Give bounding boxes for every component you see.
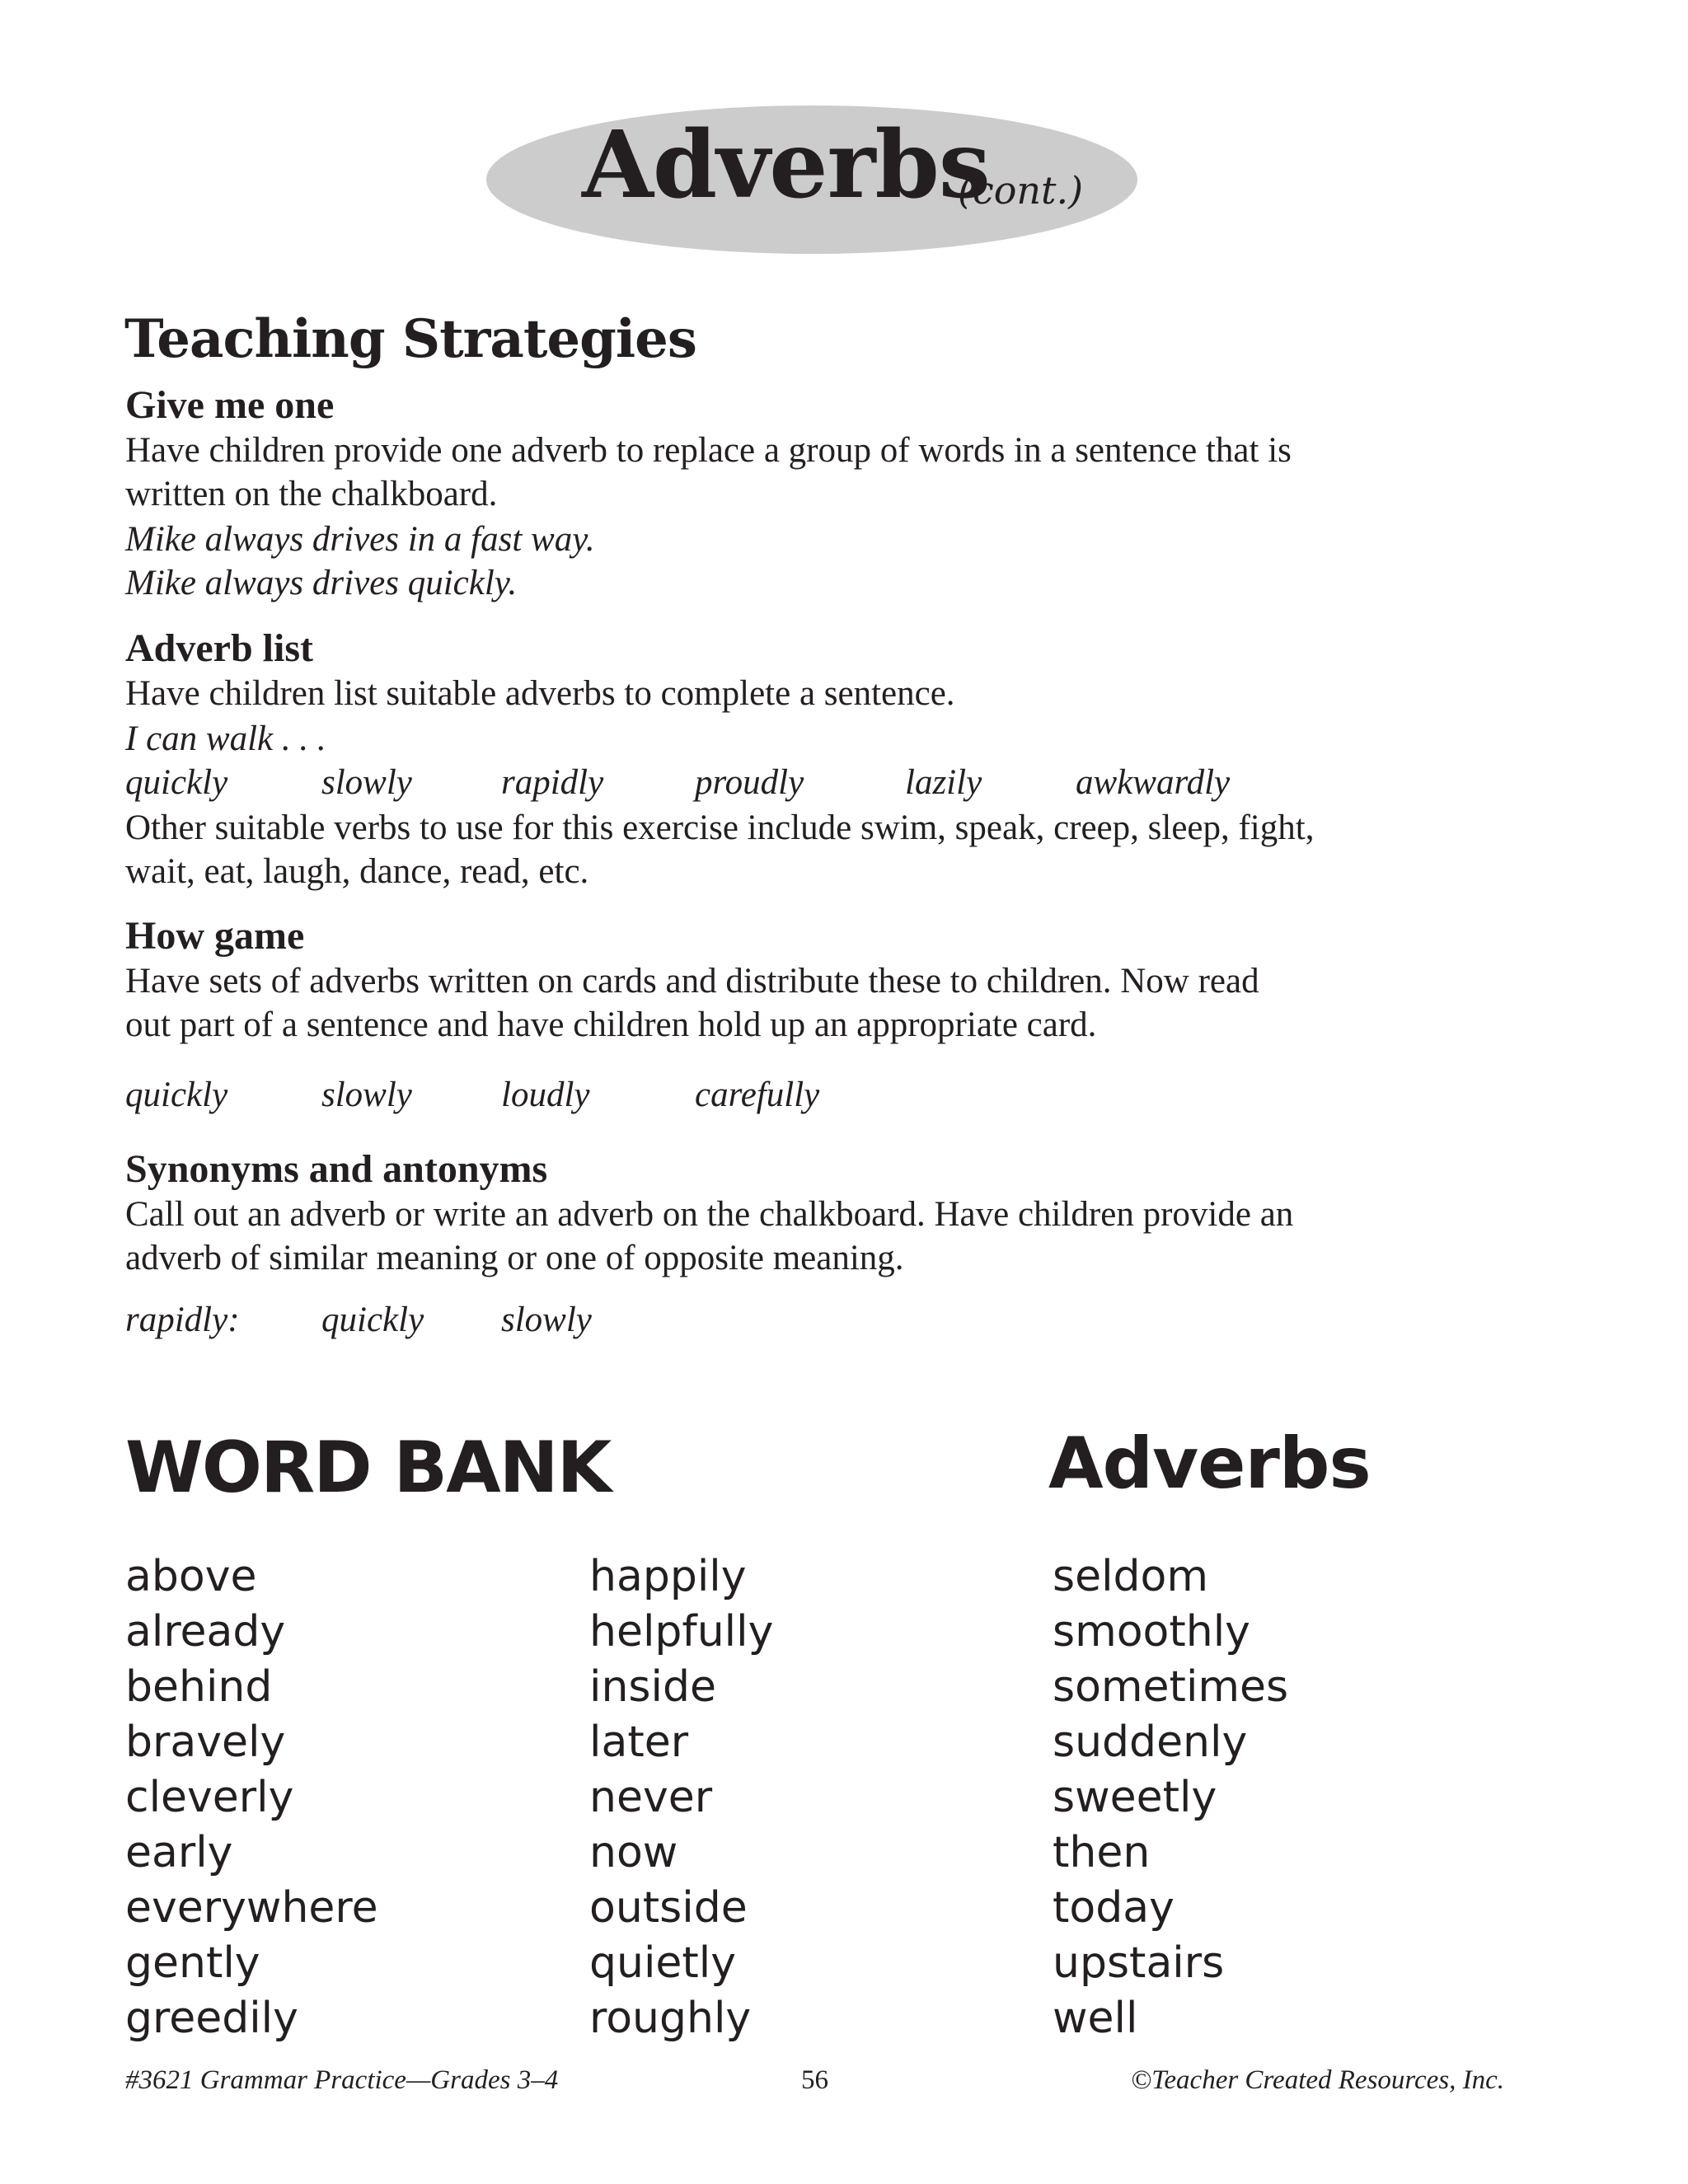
adverb-list-heading: Adverb list bbox=[125, 626, 313, 670]
word-bank-word: behind bbox=[125, 1662, 273, 1712]
word-bank-word: then bbox=[1053, 1828, 1151, 1877]
footer-book-title: #3621 Grammar Practice—Grades 3–4 bbox=[125, 2065, 559, 2095]
word-bank-word: already bbox=[125, 1607, 286, 1657]
word-bank-column-2 bbox=[589, 1549, 773, 2046]
how-game-line-1: Have sets of adverbs written on cards and distribute these to children. Now read bbox=[125, 962, 1259, 1001]
how-game-word: carefully bbox=[695, 1076, 820, 1114]
give-me-one-example-1: Mike always drives in a fast way. bbox=[125, 520, 595, 559]
section-heading: Teaching Strategies bbox=[124, 308, 696, 370]
word-bank-word: cleverly bbox=[125, 1773, 294, 1822]
adverb-list-word: rapidly bbox=[501, 763, 604, 802]
word-bank-word: well bbox=[1053, 1994, 1138, 2043]
word-bank-heading: WORD BANK bbox=[125, 1427, 611, 1509]
give-me-one-heading: Give me one bbox=[125, 383, 335, 427]
how-game-word: slowly bbox=[321, 1076, 412, 1114]
adverb-list-word: slowly bbox=[321, 763, 412, 802]
synonyms-word: slowly bbox=[501, 1301, 592, 1339]
word-bank-word: smoothly bbox=[1053, 1607, 1250, 1657]
word-bank-word: helpfully bbox=[589, 1607, 774, 1657]
word-bank-word: roughly bbox=[589, 1994, 752, 2043]
word-bank-word: gently bbox=[125, 1938, 260, 1988]
word-bank-word: above bbox=[125, 1552, 257, 1601]
word-bank-word: greedily bbox=[125, 1994, 298, 2043]
word-bank-word: inside bbox=[589, 1662, 716, 1712]
word-bank-topic: Adverbs bbox=[1048, 1422, 1371, 1505]
page-title: Adverbs bbox=[582, 111, 990, 219]
word-bank-word: early bbox=[125, 1828, 233, 1877]
word-bank-word: suddenly bbox=[1053, 1718, 1248, 1767]
word-bank-word: later bbox=[589, 1718, 689, 1767]
word-bank-word: upstairs bbox=[1053, 1938, 1225, 1988]
word-bank-word: sweetly bbox=[1053, 1773, 1217, 1822]
word-bank-word: bravely bbox=[125, 1718, 286, 1767]
synonyms-word: quickly bbox=[321, 1301, 424, 1339]
adverb-list-prompt: I can walk . . . bbox=[125, 719, 326, 758]
word-bank-word: quietly bbox=[589, 1938, 737, 1988]
synonyms-line-1: Call out an adverb or write an adverb on the chalkboard. Have children provide an bbox=[125, 1195, 1294, 1234]
word-bank-word: everywhere bbox=[125, 1883, 378, 1933]
word-bank-word: sometimes bbox=[1053, 1662, 1289, 1712]
adverb-list-word: quickly bbox=[125, 763, 228, 802]
word-bank-column-1 bbox=[125, 1549, 378, 2046]
how-game-word: loudly bbox=[501, 1076, 590, 1114]
how-game-word: quickly bbox=[125, 1076, 228, 1114]
how-game-line-2: out part of a sentence and have children hold up an appropriate card. bbox=[125, 1005, 1097, 1044]
synonyms-line-2: adverb of similar meaning or one of opposite meaning. bbox=[125, 1239, 904, 1277]
adverb-list-word: proudly bbox=[695, 763, 804, 802]
footer-page-number: 56 bbox=[801, 2065, 828, 2095]
give-me-one-line-2: written on the chalkboard. bbox=[125, 475, 498, 513]
word-bank-word: outside bbox=[589, 1883, 748, 1933]
adverb-list-line: Have children list suitable adverbs to complete a sentence. bbox=[125, 674, 955, 713]
page-title-cont: (cont.) bbox=[958, 168, 1084, 213]
adverb-list-line-2: Other suitable verbs to use for this exercise include swim, speak, creep, sleep, fight, bbox=[125, 808, 1315, 847]
adverb-list-word: lazily bbox=[905, 763, 982, 802]
synonyms-word: rapidly: bbox=[125, 1301, 240, 1339]
footer-copyright: ©Teacher Created Resources, Inc. bbox=[1131, 2065, 1505, 2095]
word-bank-word: happily bbox=[589, 1552, 747, 1601]
give-me-one-line-1: Have children provide one adverb to replace a group of words in a sentence that is bbox=[125, 431, 1292, 470]
give-me-one-example-2: Mike always drives quickly. bbox=[125, 564, 518, 602]
adverb-list-word: awkwardly bbox=[1076, 763, 1231, 802]
adverb-list-line-3: wait, eat, laugh, dance, read, etc. bbox=[125, 852, 589, 891]
word-bank-word: today bbox=[1053, 1883, 1175, 1933]
word-bank-word: never bbox=[589, 1773, 713, 1822]
how-game-heading: How game bbox=[125, 914, 305, 958]
word-bank-column-3 bbox=[1053, 1549, 1288, 2046]
word-bank-word: now bbox=[589, 1828, 678, 1877]
synonyms-heading: Synonyms and antonyms bbox=[125, 1147, 548, 1191]
word-bank-word: seldom bbox=[1053, 1552, 1209, 1601]
